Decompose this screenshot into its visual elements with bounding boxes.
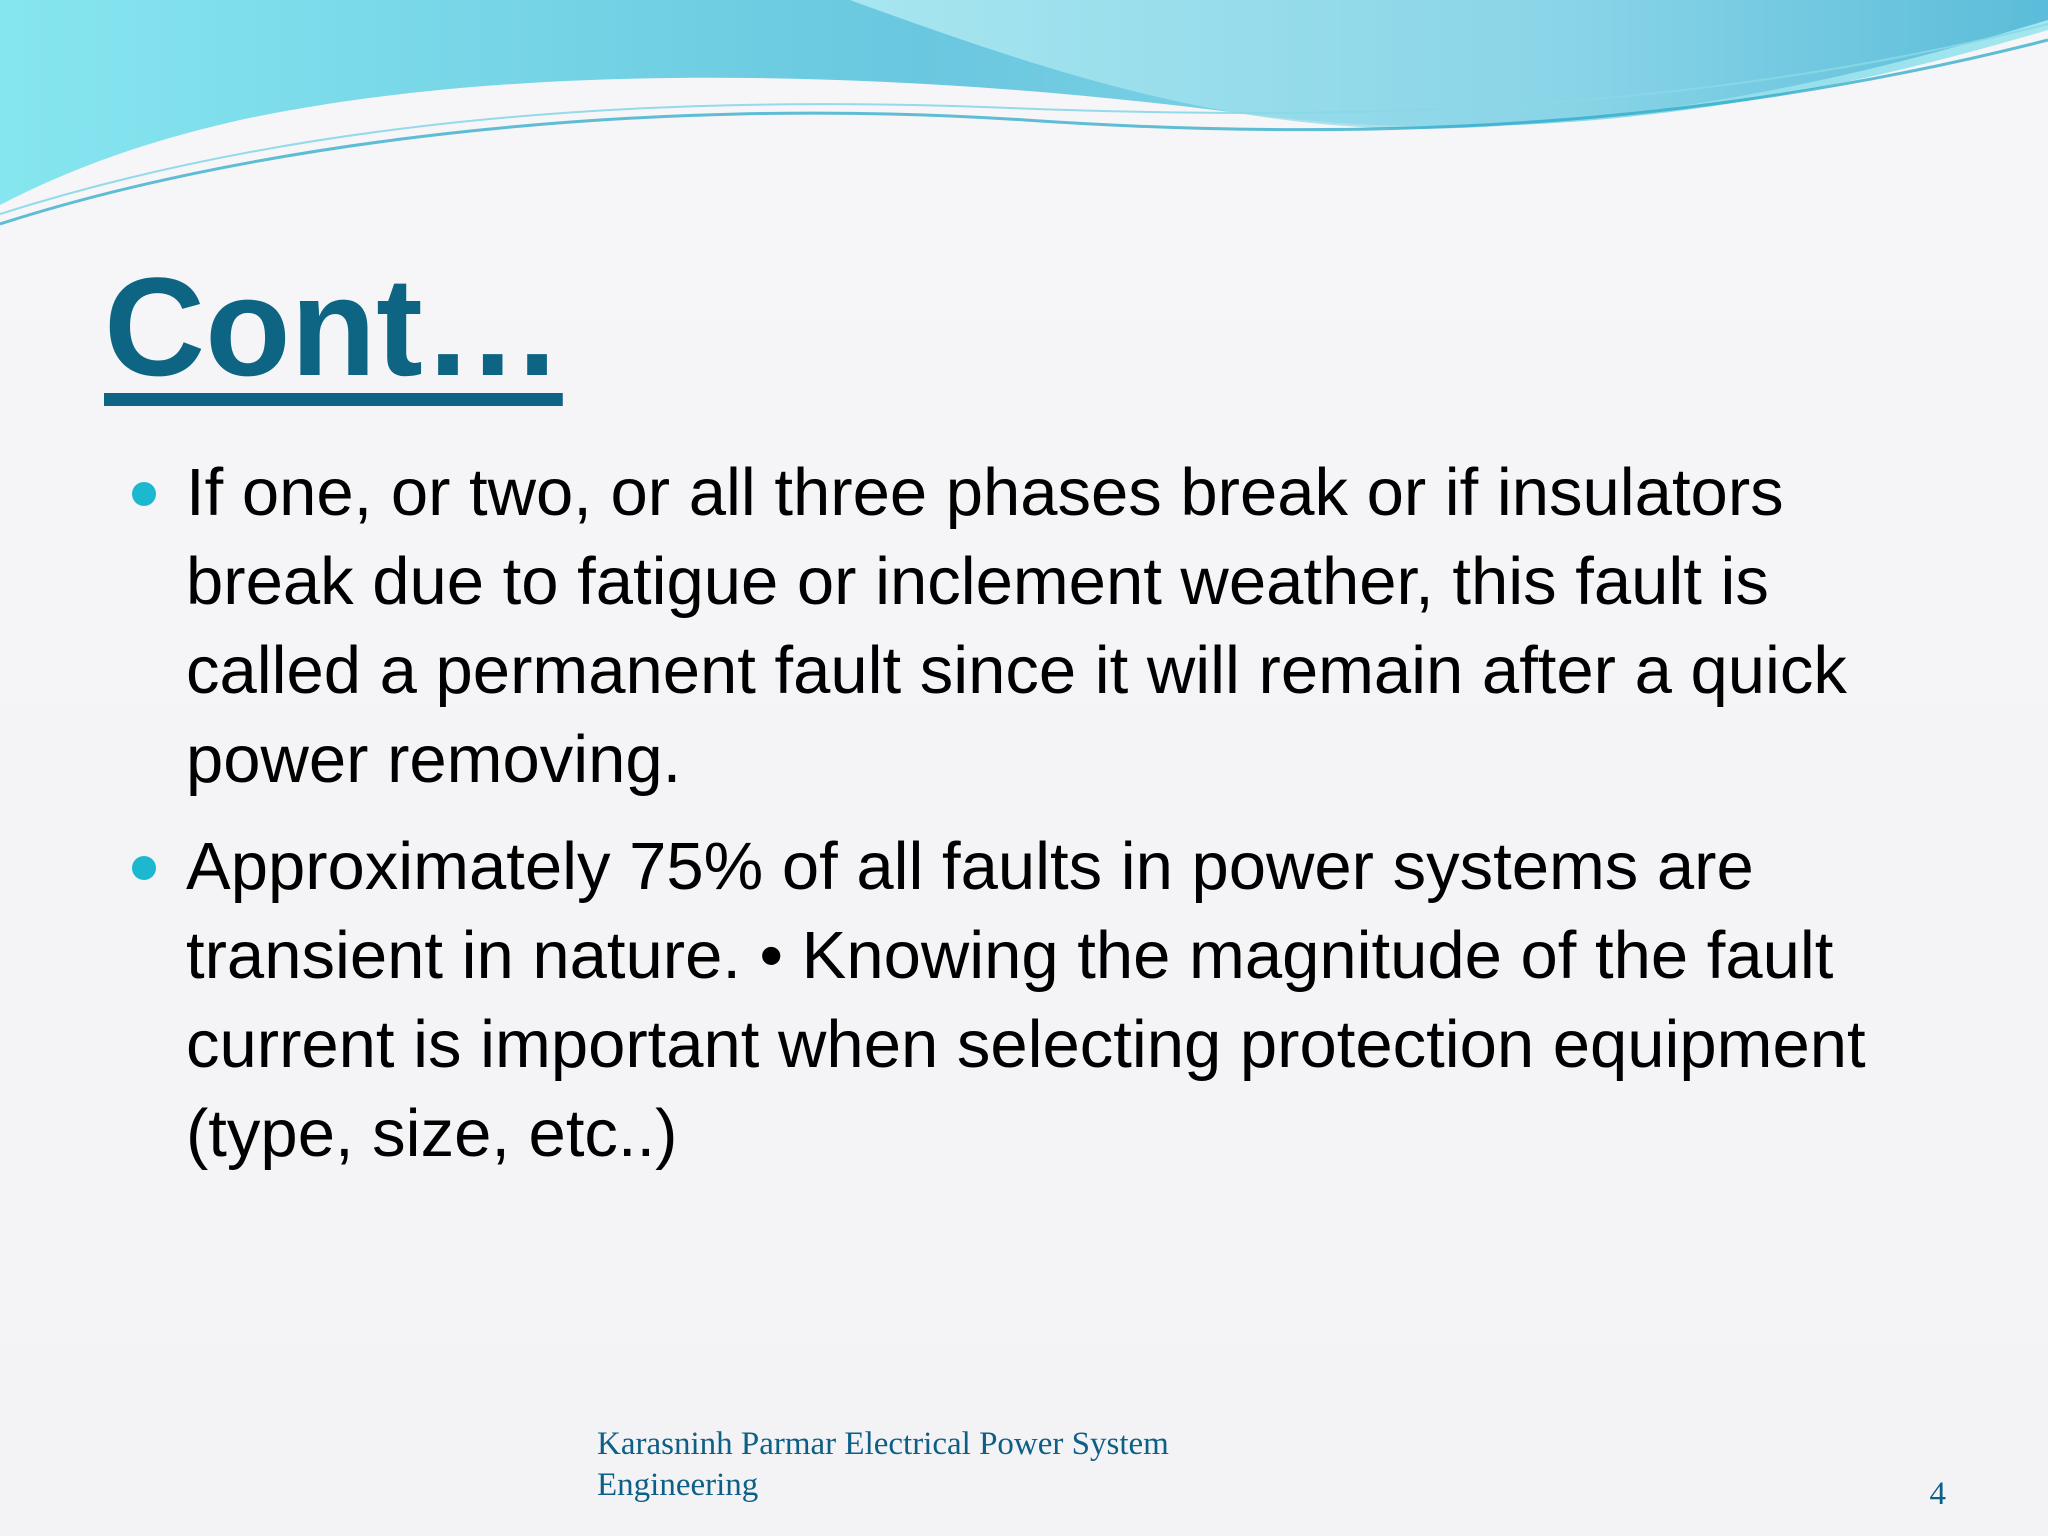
- bullet-icon: [132, 856, 156, 880]
- bullet-item: [132, 822, 1932, 1178]
- bullet-icon: [132, 482, 156, 506]
- slide-title: Cont…: [104, 248, 563, 405]
- bullet-item: [132, 448, 1932, 804]
- bullet-text: If one, or two, or all three phases break or if insulators break due to fatigue or inclement weather, this fault is called a permanent fault since it will remain after a quick power removing.: [186, 455, 1847, 797]
- decorative-wave-header: [0, 0, 2048, 240]
- bullet-text: Approximately 75% of all faults in power systems are transient in nature. • Knowing the magnitude of the fault current is important when selecting protection equipment (type, size, etc..): [186, 829, 1866, 1171]
- footer-text: Karasninh Parmar Electrical Power System Engineering: [597, 1426, 1169, 1503]
- page-number: 4: [1929, 1476, 1946, 1512]
- bullet-list: [132, 448, 1932, 1196]
